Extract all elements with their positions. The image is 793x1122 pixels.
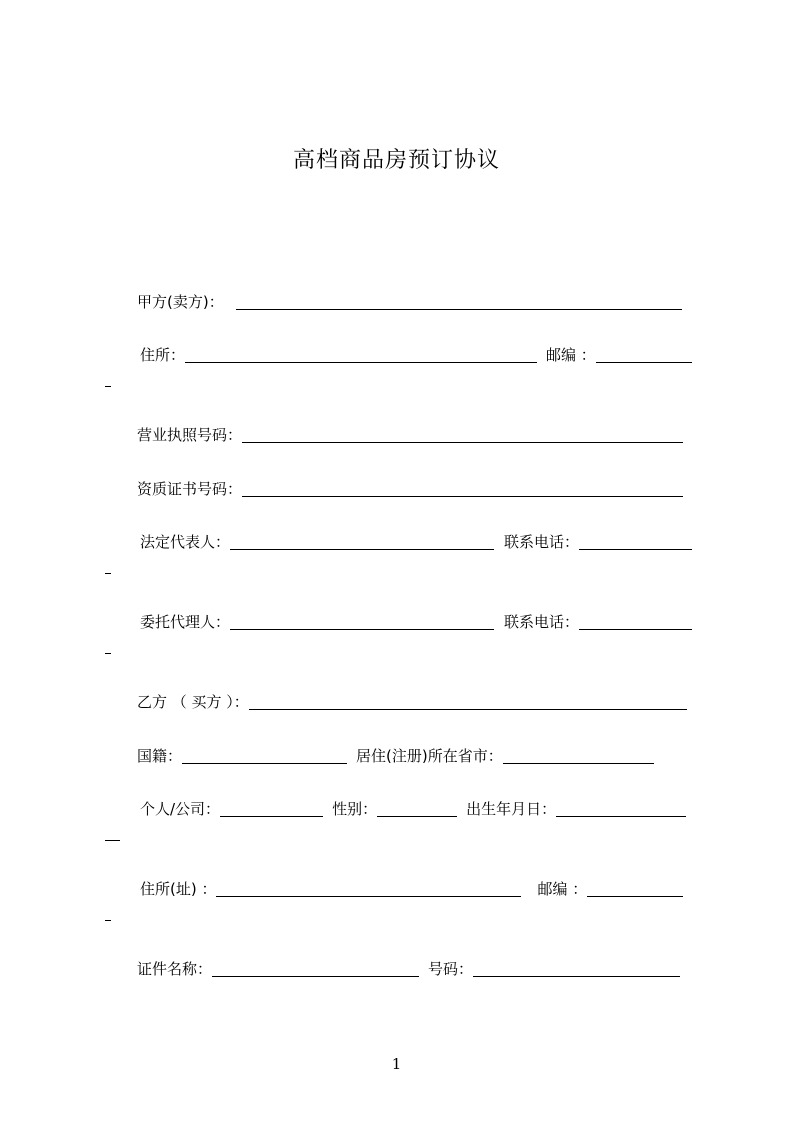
line-continuation: [105, 653, 111, 654]
id-name-field[interactable]: [212, 959, 419, 977]
buyer-address-field[interactable]: [216, 879, 521, 897]
nationality-label: 国籍：: [137, 747, 183, 765]
document-title: 高档商品房预订协议: [292, 148, 500, 173]
id-name-label: 证件名称：: [137, 960, 213, 978]
license-label: 营业执照号码：: [137, 426, 243, 444]
seller-postcode-field[interactable]: [596, 345, 692, 363]
province-label: 居住(注册)所在省市：: [356, 747, 503, 765]
buyer-label: 乙方 （ 买方 ）：: [137, 693, 249, 711]
birth-field[interactable]: [556, 799, 686, 817]
seller-address-label: 住所：: [140, 346, 186, 364]
nationality-field[interactable]: [182, 746, 347, 764]
line-continuation: [105, 840, 120, 841]
legal-rep-phone-field[interactable]: [579, 532, 692, 550]
qualification-label: 资质证书号码：: [137, 480, 243, 498]
agent-field[interactable]: [230, 612, 494, 630]
agent-row: [140, 612, 692, 632]
province-field[interactable]: [503, 746, 654, 764]
line-continuation: [105, 573, 111, 574]
license-field[interactable]: [242, 425, 683, 443]
legal-rep-field[interactable]: [230, 532, 494, 550]
personal-info-row: [140, 799, 686, 819]
type-field[interactable]: [220, 799, 323, 817]
legal-rep-phone-label: 联系电话：: [504, 533, 580, 551]
seller-postcode-label: 邮编 ：: [546, 346, 596, 364]
seller-address-row: [140, 345, 692, 365]
qualification-field[interactable]: [242, 479, 683, 497]
id-number-field[interactable]: [473, 959, 680, 977]
nationality-row: [137, 746, 654, 766]
seller-row: [137, 292, 682, 312]
birth-label: 出生年月日：: [466, 800, 557, 818]
buyer-row: [137, 692, 687, 712]
agent-phone-label: 联系电话：: [504, 613, 580, 631]
agent-label: 委托代理人：: [140, 613, 231, 631]
gender-field[interactable]: [377, 799, 457, 817]
buyer-address-row: [140, 879, 683, 899]
gender-label: 性别：: [332, 800, 378, 818]
agent-phone-field[interactable]: [579, 612, 692, 630]
seller-field[interactable]: [236, 292, 682, 310]
buyer-address-label: 住所(址) ：: [140, 880, 217, 898]
legal-rep-row: [140, 532, 692, 552]
page-number: 1: [391, 1055, 402, 1073]
buyer-postcode-field[interactable]: [587, 879, 683, 897]
buyer-postcode-label: 邮编 ：: [537, 880, 588, 898]
id-number-label: 号码：: [428, 960, 474, 978]
license-row: [137, 425, 683, 445]
buyer-field[interactable]: [249, 692, 687, 710]
qualification-row: [137, 479, 683, 499]
line-continuation: [105, 386, 111, 387]
legal-rep-label: 法定代表人：: [140, 533, 231, 551]
id-row: [137, 959, 680, 979]
line-continuation: [105, 920, 111, 921]
seller-label: 甲方(卖方)：: [137, 293, 224, 311]
type-label: 个人/公司：: [140, 800, 221, 818]
seller-address-field[interactable]: [185, 345, 537, 363]
